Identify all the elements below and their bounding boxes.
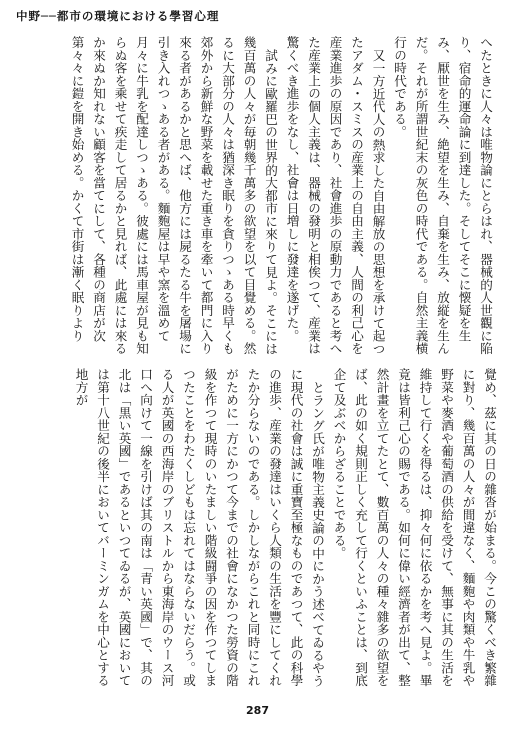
paragraph-4: 覺め、茲に其の日の雜沓が始まる。今この驚くべき繁雜に對り、幾百萬の人々が間違なく、麵麭や肉類や牛乳や野菜や麥酒や葡萄酒の供給を受けて、無事に其の生活を維持して行くを得るは、抑々何に依るかを考へ見よ。畢竟は皆利己心の賜である。如何に偉い經濟者が出て、整然計畫を立てたとて、數百萬の人々の種々雜多の欲望をば、此の如く規則正しく充して行くといふことは、到底企て及ぶべからざることである。 <box>331 368 497 687</box>
lower-text-block <box>16 368 500 693</box>
page-number: 287 <box>246 704 269 717</box>
upper-text-block <box>16 36 496 356</box>
running-head-title: 中野──都市の環境における學習心理 <box>16 9 220 23</box>
paragraph-3: 試みに歐羅巴の世界的大都市に來りて見よ。そこには幾百萬の人々が毎朝幾千萬多の欲望を以て目覺める。然るに大部分の人々は猶深き眠りを貪りつゝある時早くも郊外から新鮮な野菜を載せた重き車を牽いて都門に入り來る者があるかと思へば、他方には屍るたる牛を屠場に引き入れつゝある者がある。麵麭屋は早や窯を溫めて月々に牛乳を配達しつゝある。彼處には馬車屋が見も知らぬ客を乘せて疾走して居るかと見れば、此處には來るか來ぬか知れない顧客を當てにして、各種の商店が次第々々に鎧を開き始める。かくて市街は漸く眠りより <box>69 36 278 355</box>
paragraph-2: 又一方近代人の熱求した自由解放の思想を承けて起つたアダム・スミスの産業上の自由主義、人間の利己心を産業進歩の原因であり、社會進歩の原動力であると考へた産業上の個人主義は、器械の發明と相俟つて、産業は驚くべき進歩をなし、社會は日増しに發達を遂げた。 <box>284 36 386 355</box>
paragraph-5: とラング氏が唯物主義史論の中にかう述べてゐるやうに現代の社會は誠に重寶至極なものであつて、此の科學の進歩、産業の發達はいくら人類の生活を豐にしてくれたか分らないのである。しかしながらこれと同時にこれがために一方にかつて今までの社會になかつた勞資の階級を作つて現時のいたましい階級闘爭の因を作つてしまつたことをわたくしどもは忘れてはならないだらう。或る人が英國の西海岸のブリストルから東海岸のウース河口へ向けて一線を引けば其の南は「青い英國」で、其の北は「黒い英國」であるといつてゐるが、英國においては第十八世紀の後半においてバーミンガムを中心とする地方が <box>73 368 325 687</box>
paragraph-1: へたときに人々は唯物論にとらはれ、器械的人世觀に陥り、宿命的運命論に到達した。そしてそこに懐疑を生み、厭世を生み、絶望を生み、自棄を生み、放縦を生んだ。それが所謂世紀末の灰色の時代である。自然主義横行の時代である。 <box>392 36 493 355</box>
